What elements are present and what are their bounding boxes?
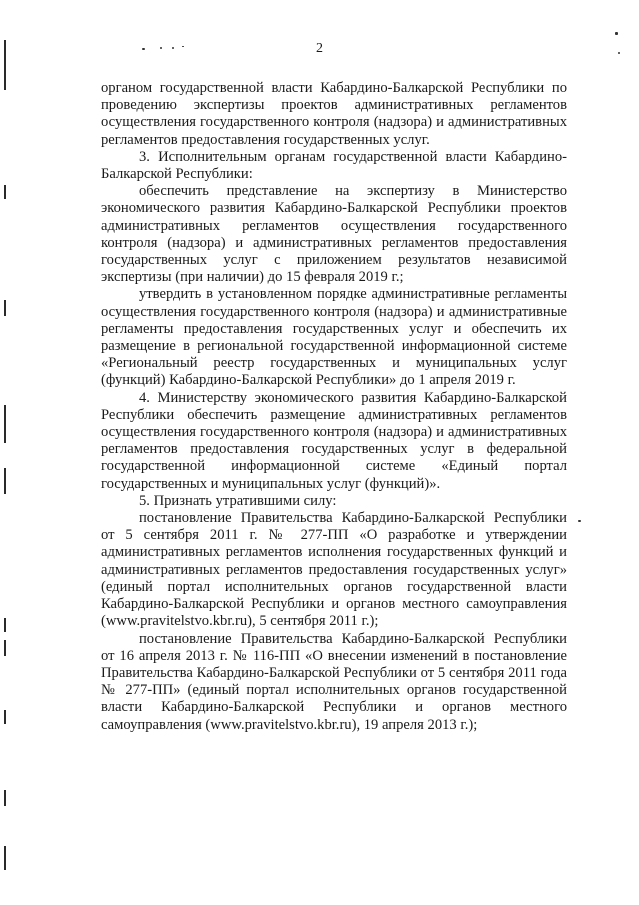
scan-margin-mark [4, 405, 6, 443]
scan-margin-mark [4, 846, 6, 870]
paragraph: 5. Признать утратившими силу: [139, 492, 337, 509]
paragraph: постановление Правительства Кабардино-Балкарской Республики от 5 сентября 2011 г. № 277-ПП «О разработке и утверждении административных регламентов исполнения государственных функций и административных регламентов предоставления государственных услуг» (единый портал исполнительных органов государственной власти Кабардино-Балкарской Республики и органов местного самоуправления (www.pravitelstvo.kbr.ru), 5 сентября 2011 г.); [101, 510, 567, 630]
scan-margin-mark [4, 710, 6, 724]
scan-margin-mark [4, 618, 6, 632]
scan-speck [578, 520, 581, 522]
paragraph: органом государственной власти Кабардино-Балкарской Республики по проведению экспертизы проектов административных регламентов осуществления государственного контроля (надзора) и административных регламентов предоставления государственных услуг. [101, 80, 567, 148]
document-body [101, 80, 567, 734]
paragraph: утвердить в установленном порядке административные регламенты осуществления государственного контроля (надзора) и административные регламенты предоставления государственных услуг и обеспечить их размещение в региональной государственной информационной системе «Региональный реестр государственных и муниципальных услуг (функций) Кабардино-Балкарской Республики» до 1 апреля 2019 г. [101, 286, 567, 389]
scan-margin-mark [4, 300, 6, 316]
paragraph: 3. Исполнительным органам государственной власти Кабардино-Балкарской Республики: [101, 148, 567, 183]
scan-margin-mark [4, 640, 6, 656]
scan-margin-mark [4, 185, 6, 199]
scan-margin-mark [4, 468, 6, 494]
paragraph: 4. Министерству экономического развития Кабардино-Балкарской Республики обеспечить размещение административных регламентов осуществления государственного контроля (надзора) и административных регламентов предоставления государственных услуг в федеральной государственной информационной системе «Единый портал государственных и муниципальных услуг (функций)». [101, 389, 567, 492]
scan-speck [615, 32, 618, 35]
paragraph: обеспечить представление на экспертизу в Министерство экономического развития Кабардино-Балкарской Республики проектов административных регламентов осуществления государственного контроля (надзора) и административных регламентов предоставления государственных услуг с приложением результатов независимой экспертизы (при наличии) до 15 февраля 2019 г.; [101, 183, 567, 286]
paragraph: постановление Правительства Кабардино-Балкарской Республики от 16 апреля 2013 г. № 116-ПП «О внесении изменений в постановление Правительства Кабардино-Балкарской Республики от 5 сентября 2011 года № 277-ПП» (единый портал исполнительных органов государственной власти Кабардино-Балкарской Республики и органов местного самоуправления (www.pravitelstvo.kbr.ru), 19 апреля 2013 г.); [101, 630, 567, 733]
page-number: 2 [316, 41, 323, 56]
scan-margin-mark [4, 790, 6, 806]
